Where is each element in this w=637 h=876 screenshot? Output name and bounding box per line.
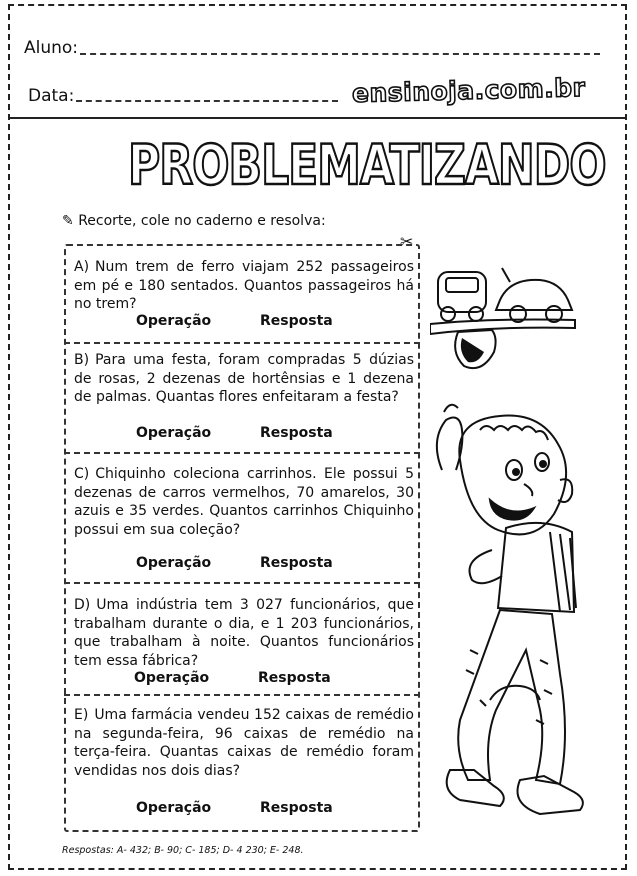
answer-label: Resposta [258, 670, 331, 686]
question-text: Num trem de ferro viajam 252 passageiros em pé e 180 sentados. Quantos passageiros há no trem? [74, 259, 414, 312]
toy-cars-illustration [430, 262, 580, 377]
page-title: PROBLEMATIZANDO [128, 134, 606, 198]
answer-label: Resposta [260, 800, 333, 816]
question-letter: E) [74, 707, 89, 723]
question-d [74, 596, 414, 670]
instruction [62, 213, 326, 229]
operation-label: Operação [136, 555, 212, 571]
question-letter: D) [74, 597, 91, 613]
operation-label: Operação [136, 425, 212, 441]
answer-label: Resposta [260, 425, 333, 441]
header-divider [10, 117, 627, 119]
pencil-icon: ✎ [62, 213, 74, 229]
question-separator [64, 452, 420, 454]
answer-label: Resposta [260, 555, 333, 571]
answer-label: Resposta [260, 313, 333, 329]
question-letter: A) [74, 259, 90, 275]
operation-label: Operação [134, 670, 210, 686]
question-text: Uma indústria tem 3 027 funcionários, que trabalham durante o dia, e 1 203 funcionários, que trabalham à noite. Quantos funcionários tem essa fábrica? [74, 597, 414, 669]
question-c [74, 465, 414, 539]
question-separator [64, 694, 420, 696]
question-letter: C) [74, 466, 90, 482]
instruction-text: Recorte, cole no caderno e resolva: [78, 213, 326, 229]
student-label: Aluno: [24, 38, 79, 58]
brand-logo: ensinoja.com.br [351, 72, 586, 109]
date-label: Data: [28, 86, 75, 106]
operation-label: Operação [136, 800, 212, 816]
answer-key: Respostas: A- 432; B- 90; C- 185; D- 4 230; E- 248. [62, 845, 304, 856]
question-text: Para uma festa, foram compradas 5 dúzias de rosas, 2 dezenas de hortênsias e 1 dezena de palmas. Quantas flores enfeitaram a festa? [74, 352, 414, 405]
scissors-icon: ✂ [400, 232, 414, 251]
question-letter: B) [74, 352, 90, 368]
question-text: Chiquinho coleciona carrinhos. Ele possui 5 dezenas de carros vermelhos, 70 amarelos, 30 azuis e 35 verdes. Quantos carrinhos Chiquinho possui em sua coleção? [74, 466, 414, 538]
question-a [74, 258, 414, 314]
boy-illustration [420, 400, 600, 830]
date-line[interactable] [76, 100, 338, 102]
question-separator [64, 582, 420, 584]
question-separator [64, 342, 420, 344]
question-e [74, 706, 414, 780]
student-name-line[interactable] [80, 53, 600, 55]
question-b [74, 351, 414, 407]
question-text: Uma farmácia vendeu 152 caixas de remédio na segunda-feira, 96 caixas de remédio na terça-feira. Quantas caixas de remédio foram vendidas nos dois dias? [74, 707, 414, 779]
operation-label: Operação [136, 313, 212, 329]
